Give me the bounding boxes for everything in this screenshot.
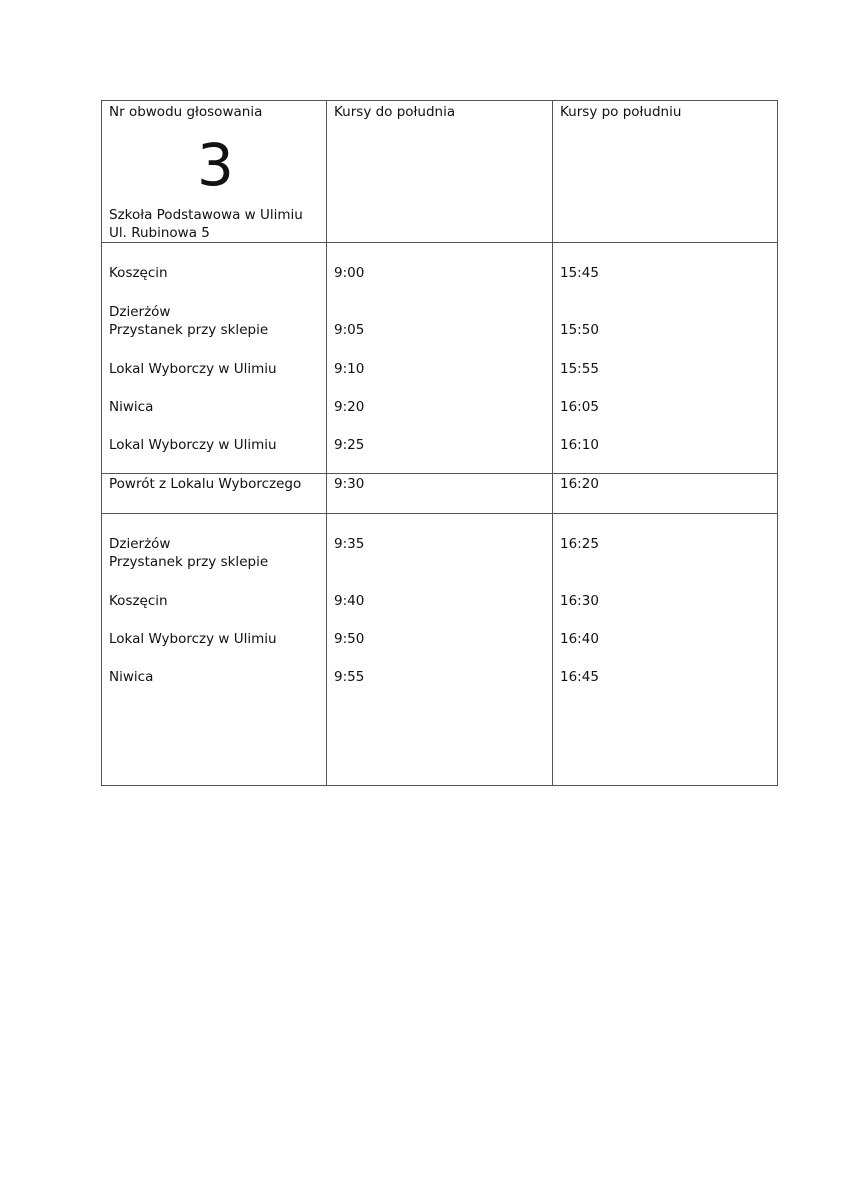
stop-name: Lokal Wyborczy w Ulimiu [109, 631, 277, 647]
morning-time: 9:30 [334, 476, 365, 492]
morning-time: 9:50 [334, 631, 365, 647]
row-divider [101, 242, 778, 243]
stop-name: Koszęcin [109, 593, 168, 609]
stop-name: Koszęcin [109, 265, 168, 281]
morning-time: 9:25 [334, 437, 365, 453]
morning-time: 9:05 [334, 322, 365, 338]
return-label: Powrót z Lokalu Wyborczego [109, 476, 302, 492]
morning-time: 9:20 [334, 399, 365, 415]
afternoon-time: 16:30 [560, 593, 599, 609]
morning-time: 9:10 [334, 361, 365, 377]
column-divider [326, 100, 327, 786]
row-divider [101, 473, 778, 474]
location-name: Szkoła Podstawowa w Ulimiu [109, 207, 303, 223]
column-divider [552, 100, 553, 786]
morning-time: 9:55 [334, 669, 365, 685]
afternoon-time: 16:20 [560, 476, 599, 492]
morning-time: 9:35 [334, 536, 365, 552]
afternoon-time: 16:05 [560, 399, 599, 415]
afternoon-time: 16:25 [560, 536, 599, 552]
afternoon-time: 16:10 [560, 437, 599, 453]
afternoon-time: 16:40 [560, 631, 599, 647]
afternoon-time: 16:45 [560, 669, 599, 685]
location-address: Ul. Rubinowa 5 [109, 225, 210, 241]
col-afternoon-header: Kursy po południu [560, 104, 682, 120]
district-label: Nr obwodu głosowania [109, 104, 263, 120]
afternoon-time: 15:55 [560, 361, 599, 377]
stop-name: Niwica [109, 399, 154, 415]
afternoon-time: 15:50 [560, 322, 599, 338]
stop-name: Lokal Wyborczy w Ulimiu [109, 361, 277, 377]
row-divider [101, 513, 778, 514]
morning-time: 9:40 [334, 593, 365, 609]
morning-time: 9:00 [334, 265, 365, 281]
afternoon-time: 15:45 [560, 265, 599, 281]
stop-name: Dzierżów [109, 536, 171, 552]
stop-name: Dzierżów [109, 304, 171, 320]
col-morning-header: Kursy do południa [334, 104, 456, 120]
stop-detail: Przystanek przy sklepie [109, 554, 269, 570]
schedule-table [101, 100, 778, 786]
stop-name: Lokal Wyborczy w Ulimiu [109, 437, 277, 453]
district-number: 3 [197, 131, 234, 199]
stop-detail: Przystanek przy sklepie [109, 322, 269, 338]
stop-name: Niwica [109, 669, 154, 685]
